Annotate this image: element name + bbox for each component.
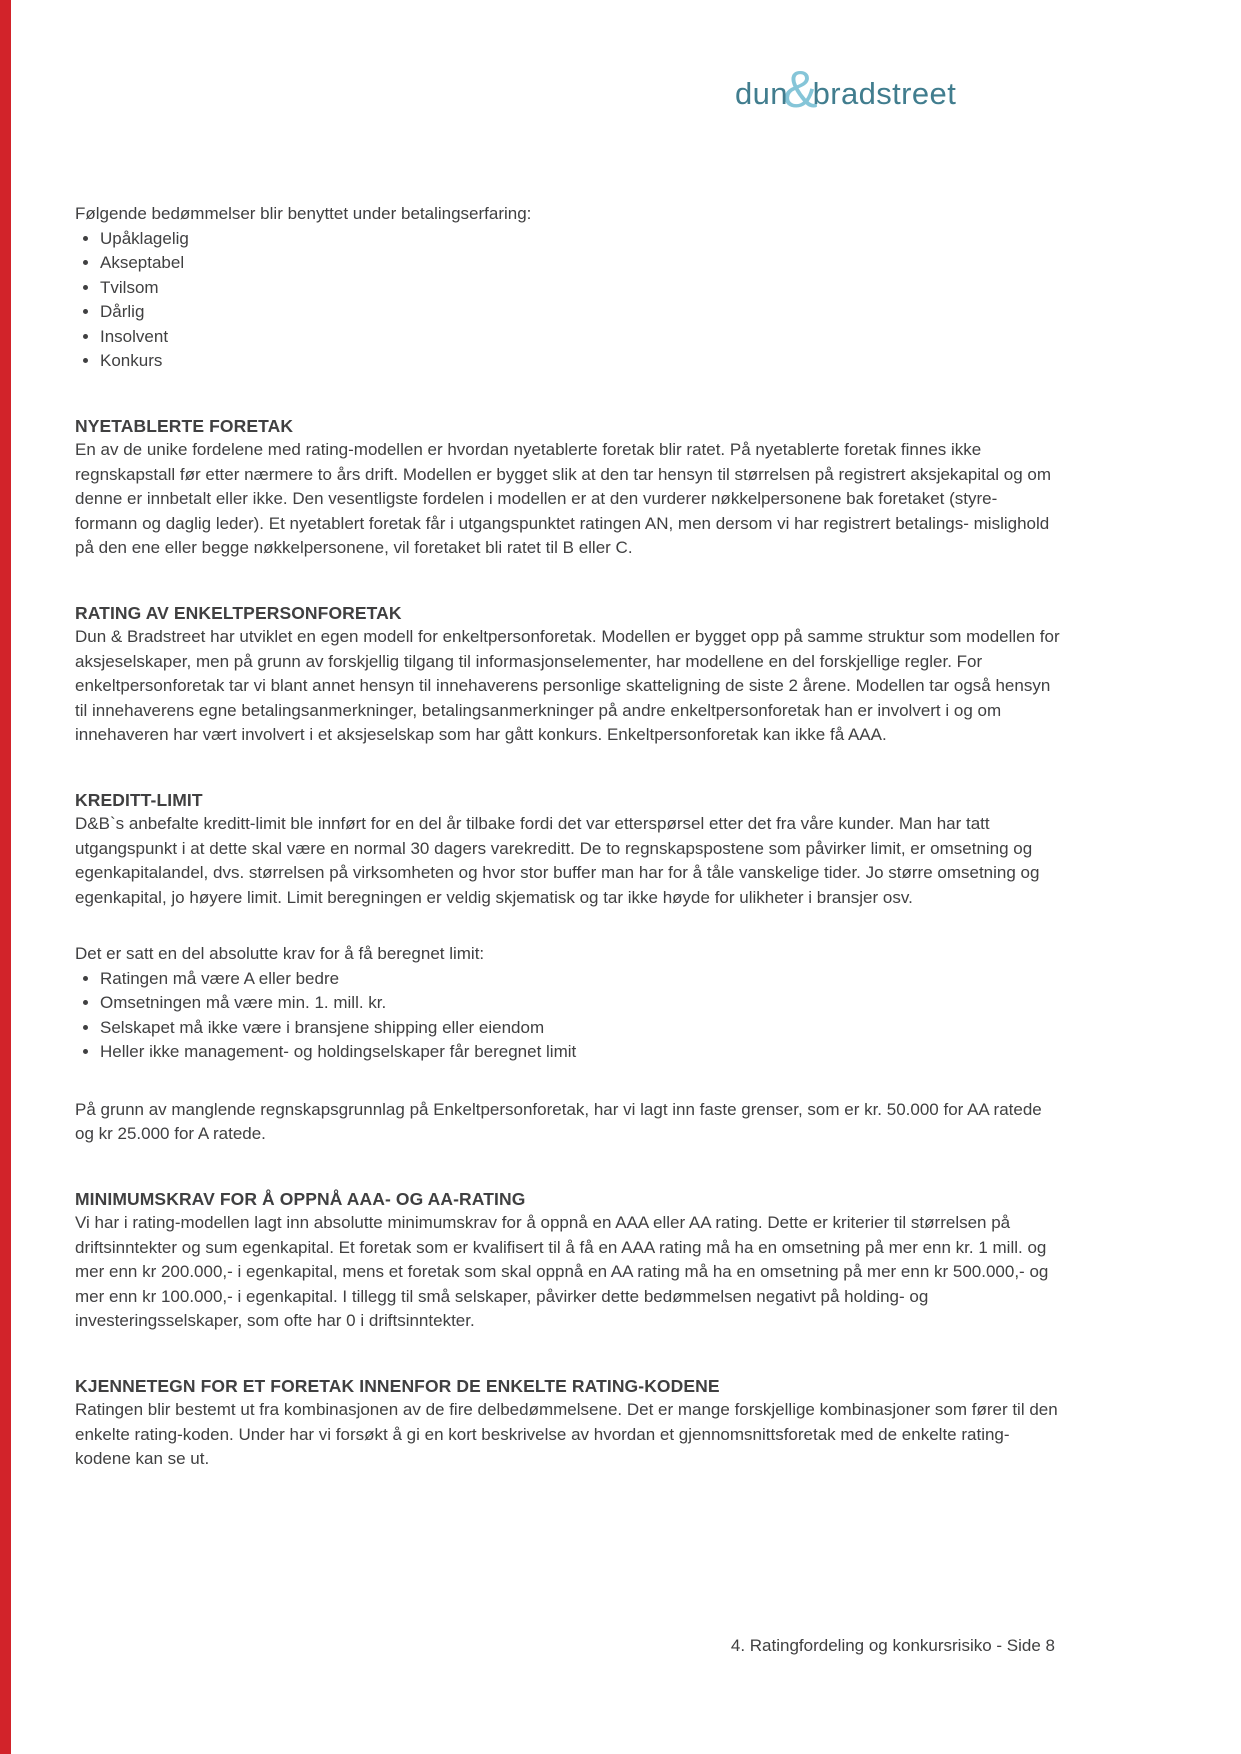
document-content [75,202,1060,1472]
section-nyetablerte-foretak [75,414,1060,561]
section-minimumskrav [75,1187,1060,1334]
list-item: • Akseptabel [100,251,1060,276]
dun-bradstreet-logo [735,61,957,124]
logo-dun: dun [735,76,788,111]
logo-bradstreet: bradstreet [812,76,957,111]
section-paragraph: Vi har i rating-modellen lagt inn absolutte minimumskrav for å oppnå en AAA eller AA rating. Dette er kriterier til størrelsen på driftsinntekter og sum egenkapital. Et foretak som er kvalifisert til å få en AAA rating må ha en omsetning på mer enn kr. 1 mill. og mer enn kr 200.000,- i egenkapital, mens et foretak som skal oppnå en AA rating må ha en omsetning på mer enn kr 500.000,- og mer enn kr 100.000,- i egenkapital. I tillegg til små selskaper, påvirker dette bedømmelsen negativt på holding- og investeringsselskaper, som ofte har 0 i driftsinntekter. [75,1213,1049,1330]
section-paragraph: Ratingen blir bestemt ut fra kombinasjonen av de fire delbedømmelsene. Det er mange forskjellige kombinasjoner som fører til den enkelte rating-koden. Under har vi forsøkt å gi en kort beskrivelse av hvordan et gjennomsnittsforetak med de enkelte rating-kodene kan se ut. [75,1400,1058,1468]
list-item: • Tvilsom [100,276,1060,301]
limit-requirements-lead: Det er satt en del absolutte krav for å få beregnet limit: [75,944,485,963]
list-item: • Upåklagelig [100,227,1060,252]
section-heading: RATING AV ENKELTPERSONFORETAK [75,602,402,623]
intro-block [75,202,1060,374]
intro-bullet-list [75,227,1060,374]
section-kreditt-limit [75,788,1060,1147]
section-paragraph: En av de unike fordelene med rating-modellen er hvordan nyetablerte foretak blir ratet. På nyetablerte foretak finnes ikke regnskapstall før etter nærmere to års drift. Modellen er bygget slik at den tar hensyn til størrelsen på registrert aksjekapital og om denne er innbetalt eller ikke. Den vesentligste fordelen i modellen er at den vurderer nøkkelpersonene bak foretaket (styre- formann og daglig leder). Et nyetablert foretak får i utgangspunktet ratingen AN, men dersom vi har registrert betalings- mislighold på den ene eller begge nøkkelpersonene, vil foretaket bli ratet til B eller C. [75,440,1052,557]
intro-lead: Følgende bedømmelser blir benyttet under betalingserfaring: [75,204,532,223]
list-item: • Heller ikke management- og holdingselskaper får beregnet limit [100,1040,1060,1065]
page-footer: 4. Ratingfordeling og konkursrisiko - Side 8 [730,1636,1055,1655]
list-item: • Omsetningen må være min. 1. mill. kr. [100,991,1060,1016]
list-item: • Selskapet må ikke være i bransjene shipping eller eiendom [100,1016,1060,1041]
list-item: • Insolvent [100,325,1060,350]
list-item: • Ratingen må være A eller bedre [100,967,1060,992]
section-paragraph: D&B`s anbefalte kreditt-limit ble innført for en del år tilbake fordi det var etterspørsel etter det fra våre kunder. Man har tatt utgangspunkt i at dette skal være en normal 30 dagers varekreditt. De to regnskapspostene som påvirker limit, er omsetning og egenkapitalandel, dvs. størrelsen på virksomheten og hvor stor buffer man har for å tåle vanskelige tider. Jo større omsetning og egenkapital, jo høyere limit. Limit beregningen er veldig skjematisk og tar ikke høyde for ulikheter i bransjer osv. [75,814,1040,907]
section-heading: NYETABLERTE FORETAK [75,415,294,436]
section-paragraph: Dun & Bradstreet har utviklet en egen modell for enkeltpersonforetak. Modellen er bygget opp på samme struktur som modellen for aksjeselskaper, men på grunn av forskjellig tilgang til informasjonselementer, har modellene en del forskjellige regler. For enkeltpersonforetak tar vi blant annet hensyn til innehaverens personlige skatteligning de siste 2 årene. Modellen tar også hensyn til innehaverens egne betalingsanmerkninger, betalingsanmerkninger på andre enkeltpersonforetak han er involvert i og om innehaveren har vært involvert i et aksjeselskap som har gått konkurs. Enkeltpersonforetak kan ikke få AAA. [75,627,1060,744]
limit-requirements-list [75,967,1060,1065]
section-heading: KREDITT-LIMIT [75,789,203,810]
section-kjennetegn [75,1374,1060,1472]
section-paragraph: På grunn av manglende regnskapsgrunnlag på Enkeltpersonforetak, har vi lagt inn faste grenser, som er kr. 50.000 for AA ratede og kr 25.000 for A ratede. [75,1099,1042,1143]
section-heading: KJENNETEGN FOR ET FORETAK INNENFOR DE ENKELTE RATING-KODENE [75,1375,720,1396]
list-item: • Dårlig [100,300,1060,325]
list-item: • Konkurs [100,349,1060,374]
logo-ampersand-icon: & [782,61,818,119]
section-heading: MINIMUMSKRAV FOR Å OPPNÅ AAA- OG AA-RATING [75,1188,526,1209]
section-rating-enkeltpersonforetak [75,601,1060,748]
page-accent-bar [0,0,11,1754]
